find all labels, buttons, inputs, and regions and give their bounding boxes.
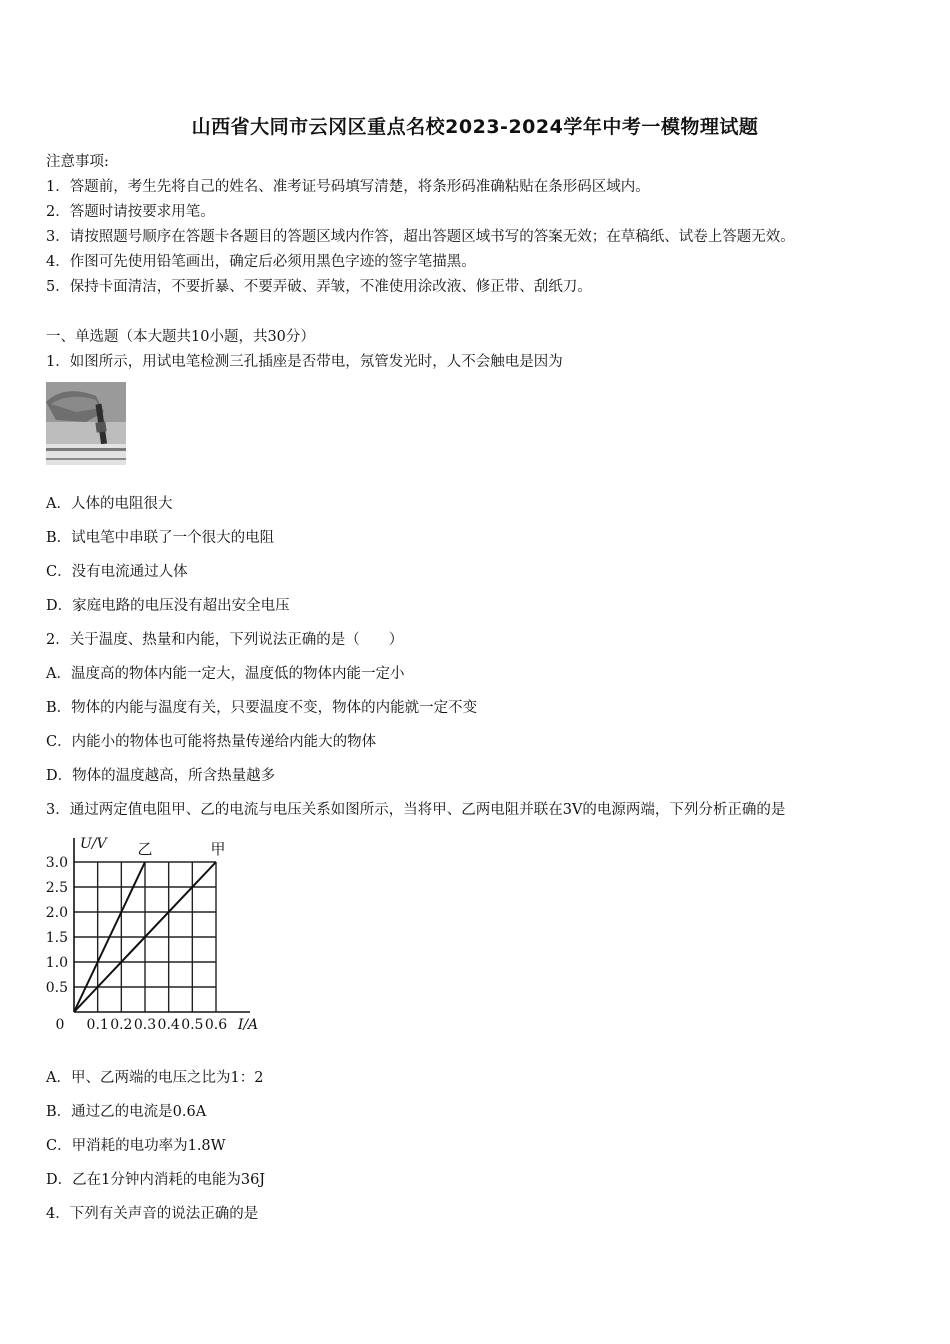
note-item: 4．作图可先使用铅笔画出，确定后必须用黑色字迹的签字笔描黑。 xyxy=(46,254,476,270)
y-tick-label: 2.0 xyxy=(45,905,68,921)
option-2a: A．温度高的物体内能一定大，温度低的物体内能一定小 xyxy=(46,666,405,682)
ui-graph xyxy=(40,832,280,1037)
option-1b: B．试电笔中串联了一个很大的电阻 xyxy=(46,530,275,546)
option-1c: C．没有电流通过人体 xyxy=(46,564,188,580)
question-stem: 2．关于温度、热量和内能，下列说法正确的是（ ） xyxy=(46,632,404,648)
option-2d: D．物体的温度越高，所含热量越多 xyxy=(46,768,276,784)
option-2b: B．物体的内能与温度有关，只要温度不变，物体的内能就一定不变 xyxy=(46,700,478,716)
question-stem: 3．通过两定值电阻甲、乙的电流与电压关系如图所示，当将甲、乙两电阻并联在3V的电源两端，下列分析正确的是 xyxy=(46,802,786,818)
question-stem: 4．下列有关声音的说法正确的是 xyxy=(46,1206,259,1222)
origin-label: 0 xyxy=(55,1017,65,1033)
x-axis-label: I/A xyxy=(237,1017,259,1033)
note-item: 5．保持卡面清洁，不要折暴、不要弄破、弄皱，不准使用涂改液、修正带、刮纸刀。 xyxy=(46,279,592,295)
y-tick-label: 1.5 xyxy=(45,930,68,946)
option-3b: B．通过乙的电流是0.6A xyxy=(46,1104,207,1120)
note-item: 3．请按照题号顺序在答题卡各题目的答题区域内作答，超出答题区域书写的答案无效；在草稿纸、试卷上答题无效。 xyxy=(46,229,795,245)
question-stem: 1．如图所示，用试电笔检测三孔插座是否带电，氖管发光时，人不会触电是因为 xyxy=(46,354,563,370)
test-pen-image xyxy=(46,382,126,465)
y-axis-label: U/V xyxy=(80,836,107,852)
option-1a: A．人体的电阻很大 xyxy=(46,496,173,512)
notes-heading: 注意事项: xyxy=(46,154,109,170)
option-3c: C．甲消耗的电功率为1.8W xyxy=(46,1138,226,1154)
option-2c: C．内能小的物体也可能将热量传递给内能大的物体 xyxy=(46,734,377,750)
page-title: 山西省大同市云冈区重点名校2023-2024学年中考一模物理试题 xyxy=(191,116,759,138)
note-item: 1．答题前，考生先将自己的姓名、准考证号码填写清楚，将条形码准确粘贴在条形码区域内。 xyxy=(46,179,650,195)
y-tick-label: 3.0 xyxy=(45,855,68,871)
ui-chart-svg xyxy=(40,832,280,1037)
x-tick-label: 0.4 xyxy=(157,1017,180,1033)
series-label: 甲 xyxy=(210,840,226,858)
series-label: 乙 xyxy=(137,840,153,858)
section-heading: 一、单选题（本大题共10小题，共30分） xyxy=(46,329,315,345)
option-1d: D．家庭电路的电压没有超出安全电压 xyxy=(46,598,290,614)
option-3d: D．乙在1分钟内消耗的电能为36J xyxy=(46,1172,266,1188)
option-3a: A．甲、乙两端的电压之比为1：2 xyxy=(46,1070,264,1086)
x-tick-label: 0.5 xyxy=(181,1017,204,1033)
test-pen-photo xyxy=(46,382,126,465)
note-item: 2．答题时请按要求用笔。 xyxy=(46,204,215,220)
y-tick-label: 1.0 xyxy=(45,955,68,971)
x-tick-label: 0.3 xyxy=(133,1017,157,1033)
x-tick-label: 0.6 xyxy=(204,1017,228,1033)
y-tick-label: 2.5 xyxy=(45,880,68,896)
x-tick-label: 0.2 xyxy=(110,1017,133,1033)
x-tick-label: 0.1 xyxy=(86,1017,109,1033)
y-tick-label: 0.5 xyxy=(45,980,68,996)
